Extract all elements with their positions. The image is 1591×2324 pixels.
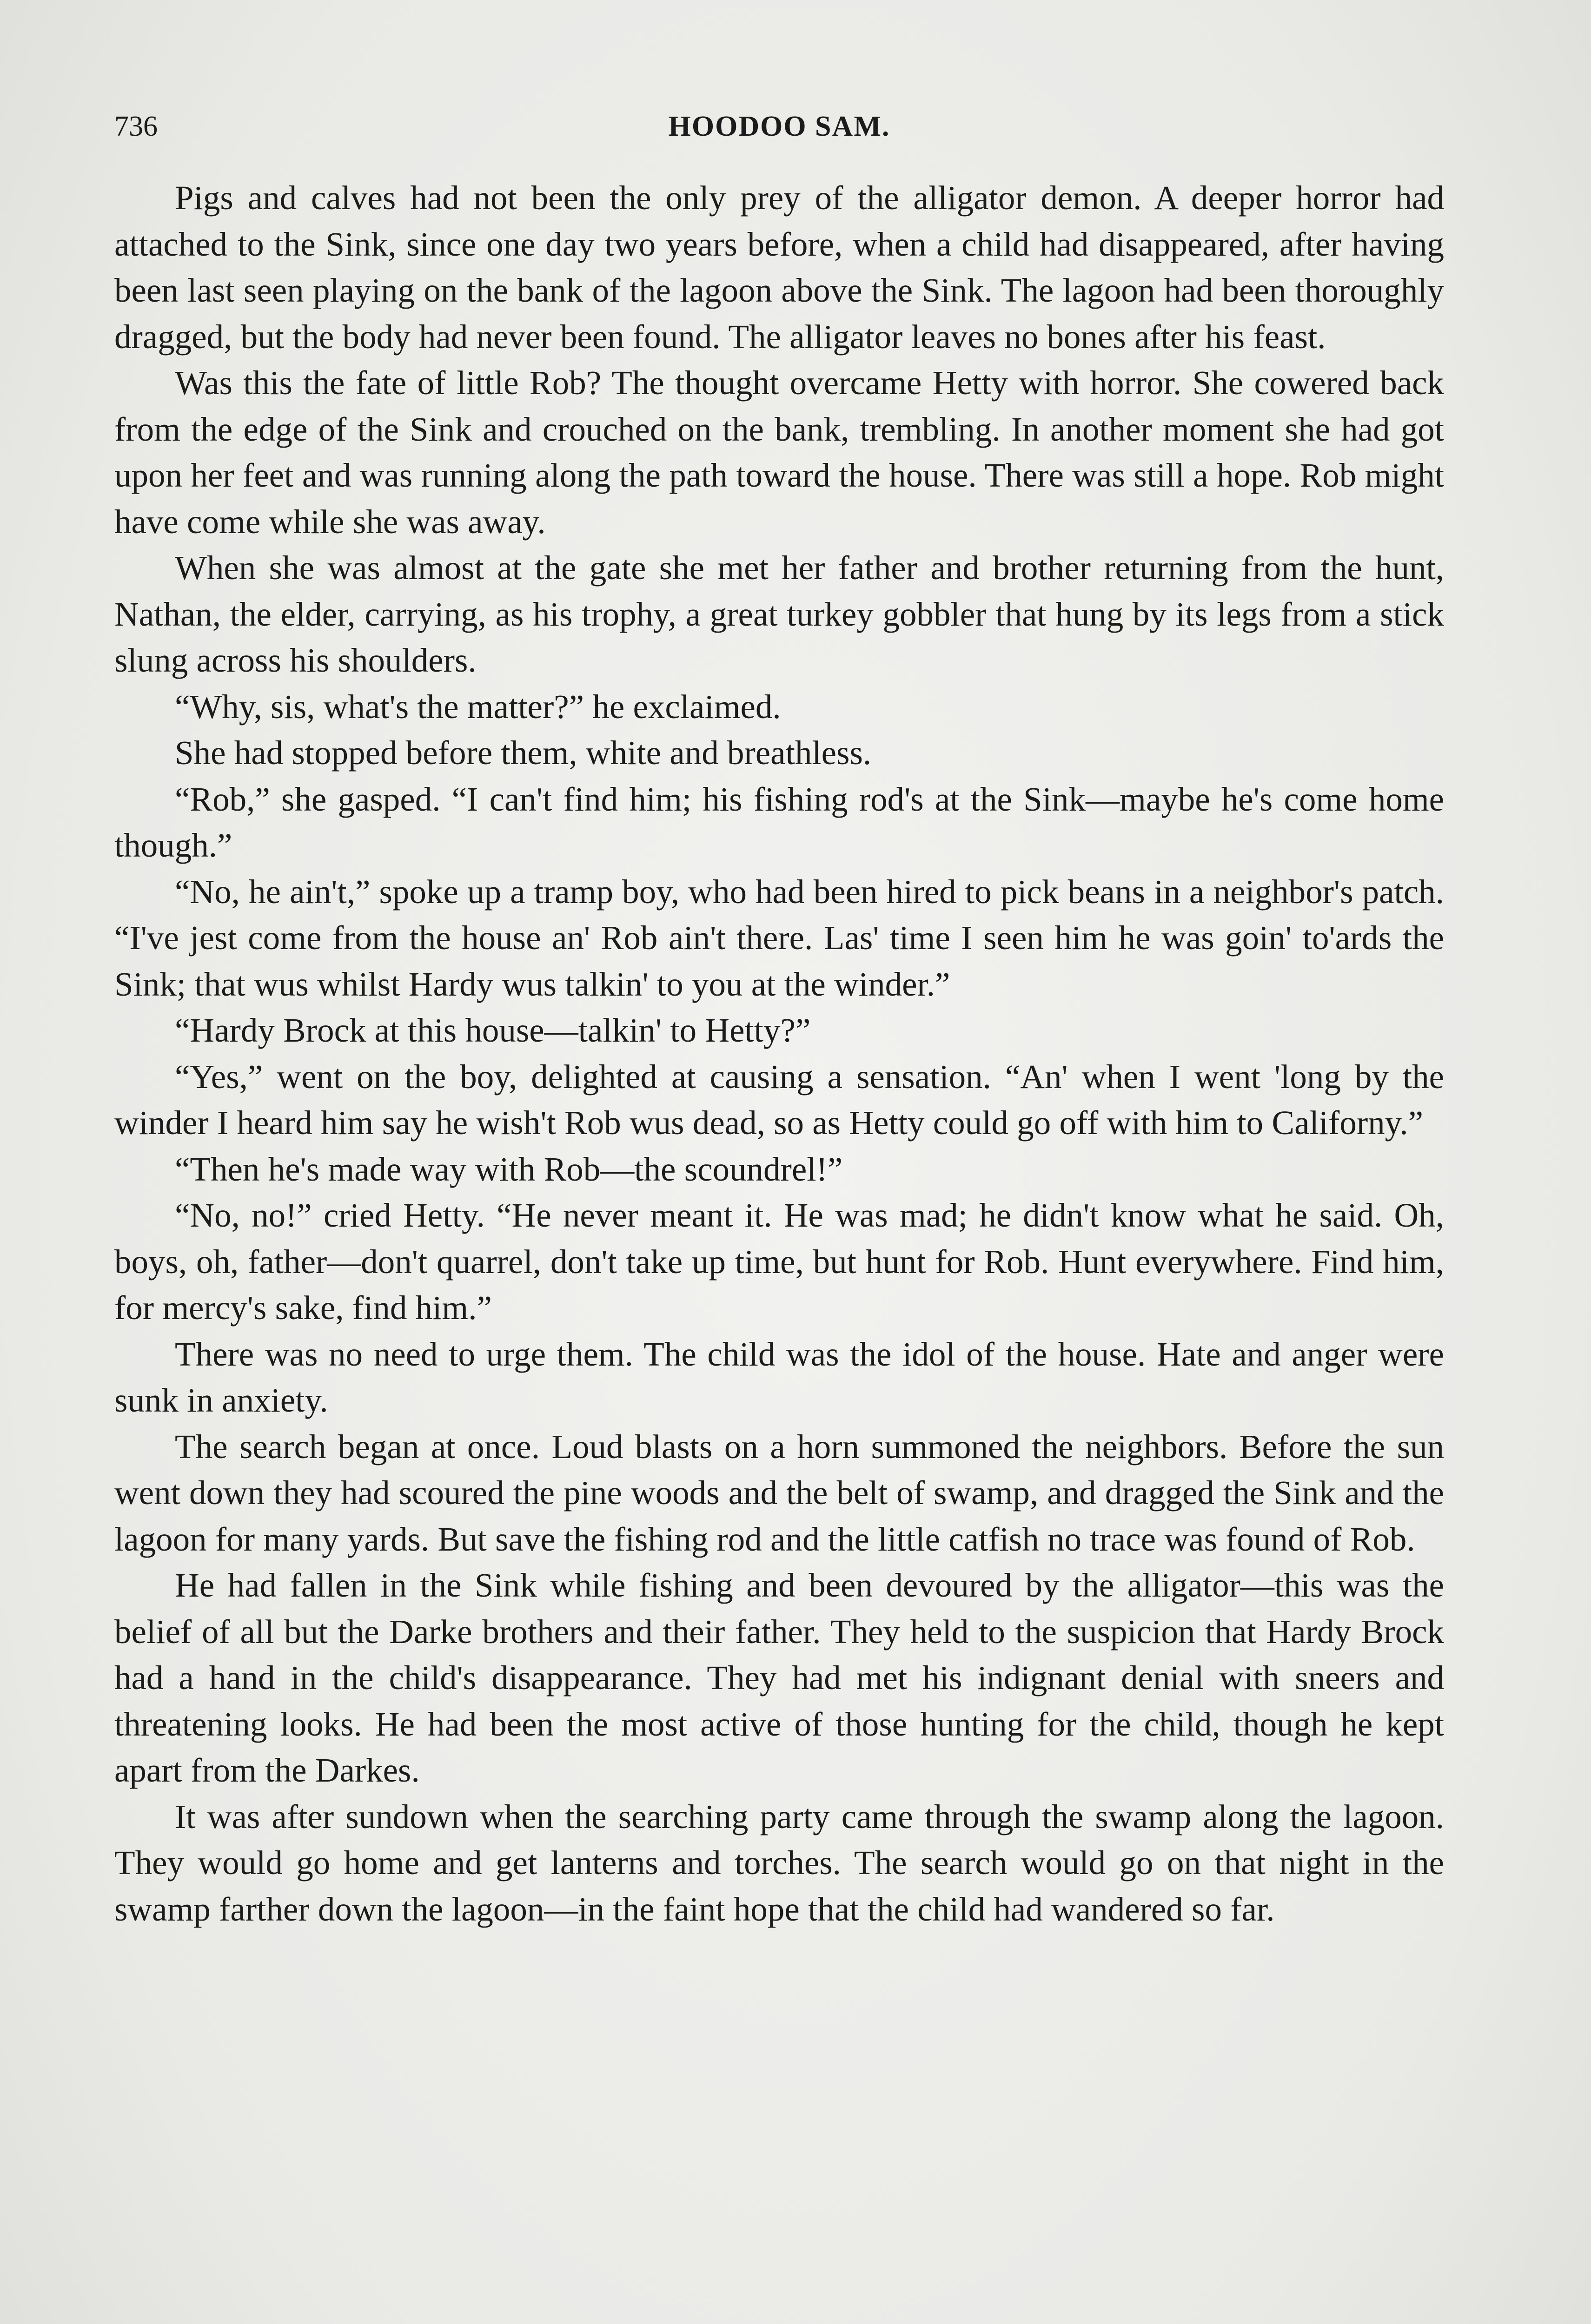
paragraph: “No, he ain't,” spoke up a tramp boy, who had been hired to pick beans in a neighbor's patch. “I've jest come from the house an' Rob ain't there. Las' time I seen him he was goin' to'ards the Sink; that wus whilst Hardy wus talkin' to you at the winder.” [114, 872, 1444, 1003]
body-text [114, 175, 1444, 1932]
paragraph: The search began at once. Loud blasts on a horn summoned the neighbors. Before the sun went down they had scoured the pine woods and the belt of swamp, and dragged the Sink and the lagoon for many yards. But save the fishing rod and the little catfish no trace was found of Rob. [114, 1427, 1444, 1558]
paragraph: “Yes,” went on the boy, delighted at causing a sensation. “An' when I went 'long by the winder I heard him say he wish't Rob wus dead, so as Hetty could go off with him to Californy.” [114, 1057, 1444, 1142]
page-header [114, 108, 1444, 145]
paragraph: Pigs and calves had not been the only prey of the alligator demon. A deeper horror had attached to the Sink, since one day two years before, when a child had disappeared, after having been last seen playing on the bank of the lagoon above the Sink. The lagoon had been thoroughly dragged, but the body had never been found. The alligator leaves no bones after his feast. [114, 179, 1444, 356]
paragraph: It was after sundown when the searching party came through the swamp along the lagoon. They would go home and get lanterns and torches. The search would go on that night in the swamp farther down the lagoon—in the faint hope that the child had wandered so far. [114, 1797, 1444, 1928]
paragraph: He had fallen in the Sink while fishing and been devoured by the alligator—this was the belief of all but the Darke brothers and their father. They held to the suspicion that Hardy Brock had a hand in the child's disappearance. They had met his indignant denial with sneers and threatening looks. He had been the most active of those hunting for the child, though he kept apart from the Darkes. [114, 1566, 1444, 1789]
paragraph: Was this the fate of little Rob? The thought overcame Hetty with horror. She cowered back from the edge of the Sink and crouched on the bank, trembling. In another moment she had got upon her feet and was running along the path toward the house. There was still a hope. Rob might have come while she was away. [114, 364, 1444, 541]
paragraph: There was no need to urge them. The child was the idol of the house. Hate and anger were sunk in anxiety. [114, 1335, 1444, 1419]
paragraph: “Why, sis, what's the matter?” he exclaimed. [175, 687, 781, 726]
paragraph: When she was almost at the gate she met her father and brother returning from the hunt, Nathan, the elder, carrying, as his trophy, a great turkey gobbler that hung by its legs from a stick slung across his shoulders. [114, 549, 1444, 679]
running-head: HOODOO SAM. [668, 111, 890, 142]
page-number: 736 [114, 111, 158, 142]
paragraph: “Hardy Brock at this house—talkin' to Hetty?” [175, 1011, 811, 1049]
paragraph: “Rob,” she gasped. “I can't find him; his fishing rod's at the Sink—maybe he's come home though.” [114, 780, 1444, 864]
paragraph: “Then he's made way with Rob—the scoundrel!” [175, 1150, 843, 1188]
paragraph: She had stopped before them, white and breathless. [175, 734, 872, 772]
paragraph: “No, no!” cried Hetty. “He never meant it. He was mad; he didn't know what he said. Oh, boys, oh, father—don't quarrel, don't take up time, but hunt for Rob. Hunt everywhere. Find him, for mercy's sake, find him.” [114, 1196, 1444, 1327]
